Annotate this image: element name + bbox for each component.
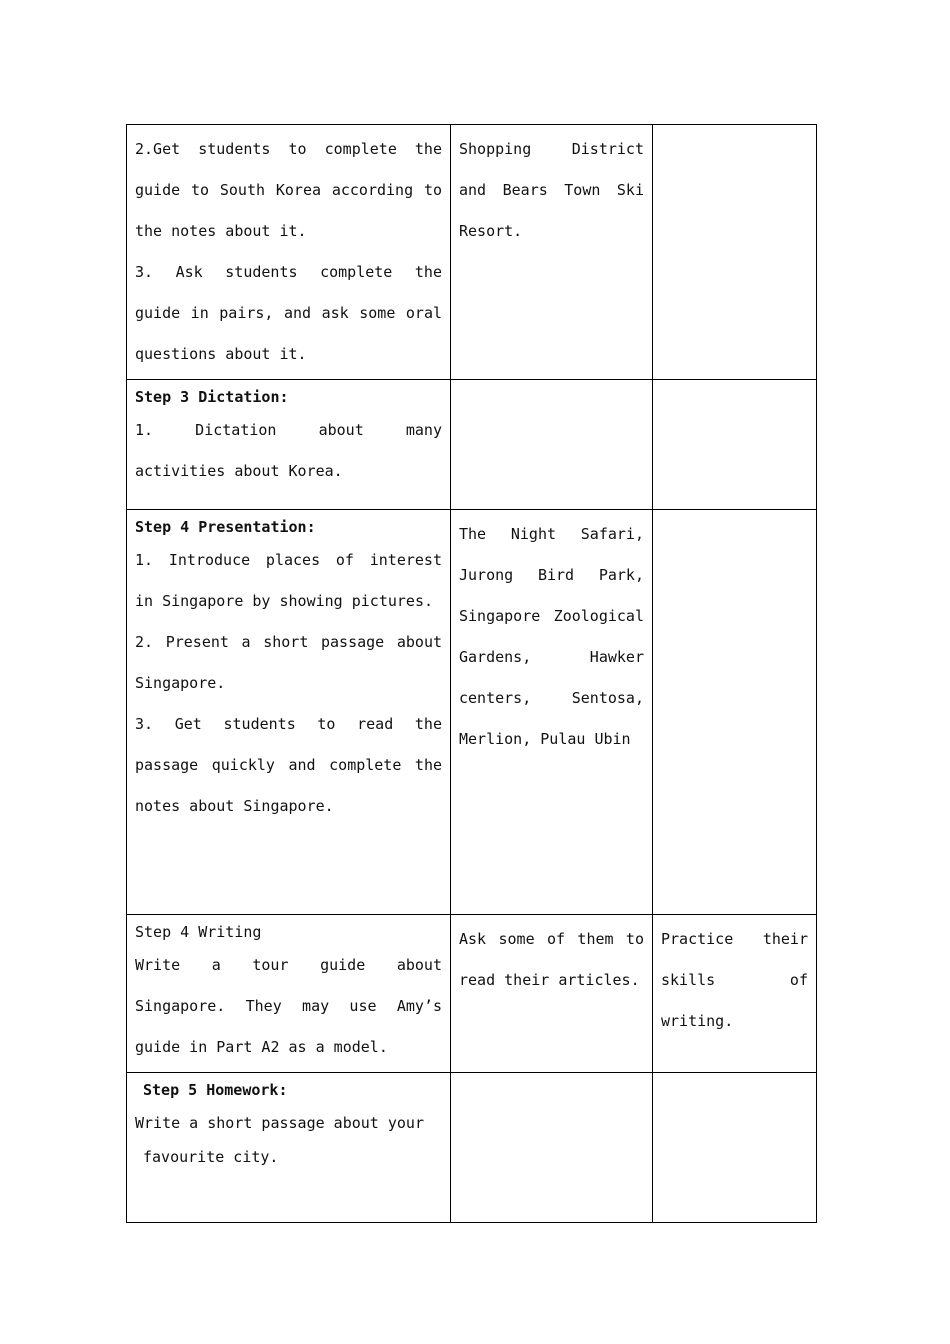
- table-row: [127, 125, 817, 380]
- step-heading: Step 4 Presentation:: [135, 518, 316, 536]
- procedure-item: Write a tour guide about Singapore. They may use Amy’s guide in Part A2 as a model.: [135, 956, 442, 1056]
- procedure-cell: [127, 1073, 451, 1223]
- content-cell: [451, 380, 653, 510]
- procedure-cell: [127, 380, 451, 510]
- procedure-item: 3. Get students to read the passage quickly and complete the notes about Singapore.: [135, 715, 442, 815]
- content-cell: [451, 915, 653, 1073]
- table-row: [127, 1073, 817, 1223]
- content-cell: [451, 1073, 653, 1223]
- procedure-item: favourite city.: [143, 1148, 279, 1166]
- table-row: [127, 510, 817, 915]
- purpose-cell: [653, 1073, 817, 1223]
- purpose-cell: [653, 380, 817, 510]
- step-heading: Step 5 Homework:: [143, 1081, 288, 1099]
- procedure-item: 2.Get students to complete the guide to South Korea according to the notes about it.: [135, 140, 442, 240]
- step-heading: Step 3 Dictation:: [135, 388, 289, 406]
- content-text: The Night Safari, Jurong Bird Park, Singapore Zoological Gardens, Hawker centers, Sentosa, Merlion, Pulau Ubin: [459, 525, 644, 748]
- content-cell: [451, 510, 653, 915]
- procedure-item: 2. Present a short passage about Singapore.: [135, 633, 442, 692]
- procedure-item: 1. Dictation about many activities about Korea.: [135, 421, 442, 480]
- purpose-text: Practice their skills of writing.: [661, 930, 808, 1030]
- procedure-item: 3. Ask students complete the guide in pairs, and ask some oral questions about it.: [135, 263, 442, 363]
- procedure-item: Write a short passage about your: [135, 1114, 424, 1132]
- procedure-item: 1. Introduce places of interest in Singapore by showing pictures.: [135, 551, 442, 610]
- procedure-cell: [127, 510, 451, 915]
- content-cell: [451, 125, 653, 380]
- purpose-cell: [653, 510, 817, 915]
- purpose-cell: [653, 125, 817, 380]
- purpose-cell: [653, 915, 817, 1073]
- procedure-cell: [127, 125, 451, 380]
- lesson-plan-table: [126, 124, 817, 1223]
- table-row: [127, 380, 817, 510]
- procedure-cell: [127, 915, 451, 1073]
- content-text: Shopping District and Bears Town Ski Resort.: [459, 140, 644, 240]
- step-title: Step 4 Writing: [135, 923, 262, 941]
- content-text: Ask some of them to read their articles.: [459, 930, 644, 989]
- table-row: [127, 915, 817, 1073]
